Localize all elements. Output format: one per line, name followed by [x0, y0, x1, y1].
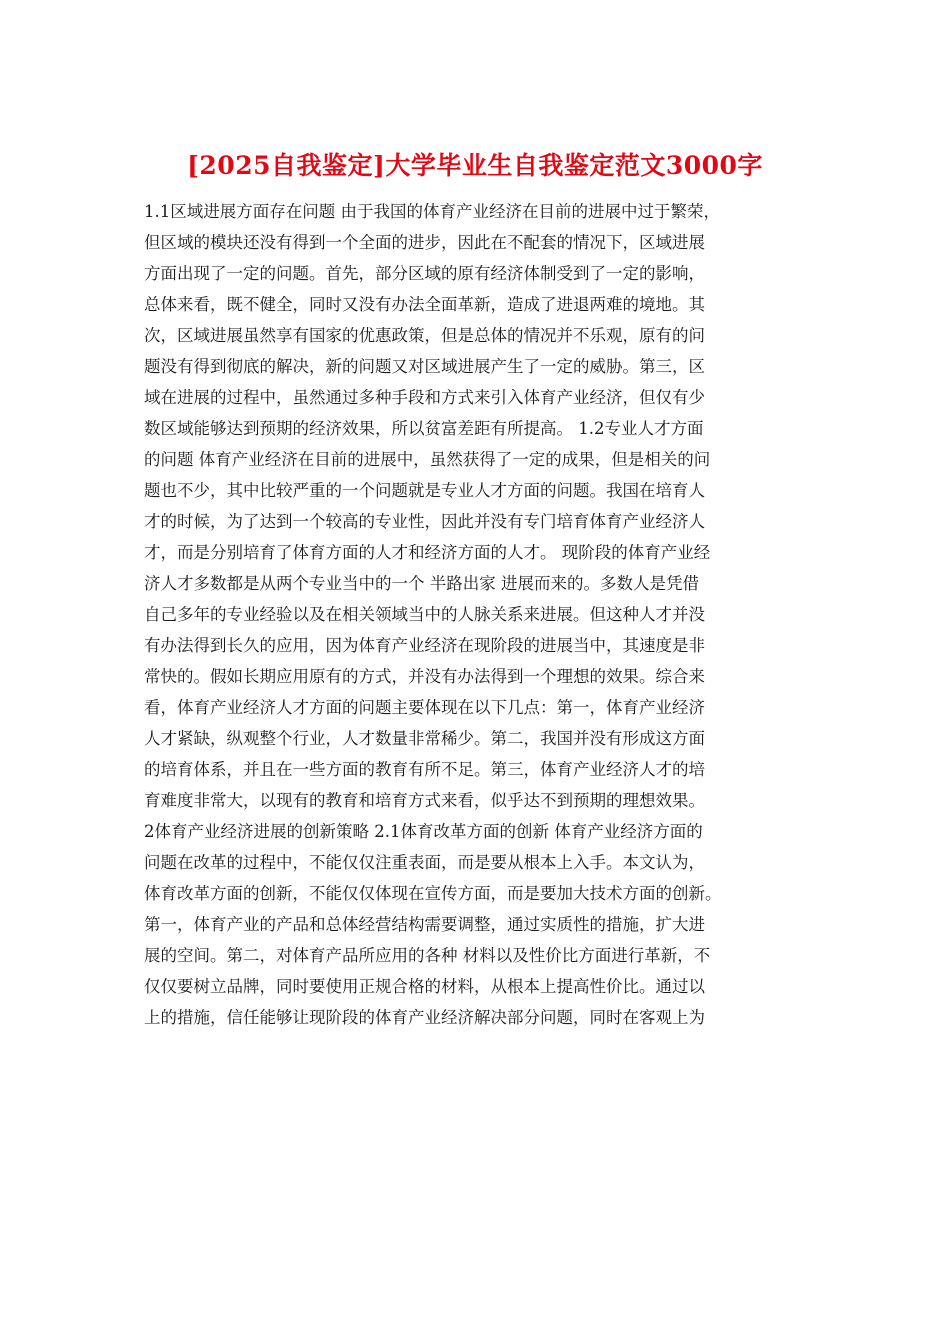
document-body	[144, 196, 812, 1033]
body-text-line: 2体育产业经济进展的创新策略 2.1体育改革方面的创新 体育产业经济方面的	[144, 822, 703, 841]
body-text-line: 问题在改革的过程中，不能仅仅注重表面，而是要从根本上入手。本文认为，	[144, 853, 705, 872]
body-text-line: 才的时候，为了达到一个较高的专业性，因此并没有专门培育体育产业经济人	[144, 512, 705, 531]
body-text-line: 方面出现了一定的问题。首先，部分区域的原有经济体制受到了一定的影响，	[144, 264, 705, 283]
body-text-line: 体育改革方面的创新，不能仅仅体现在宣传方面，而是要加大技术方面的创新。	[144, 884, 722, 903]
body-text-line: 展的空间。第二，对体育产品所应用的各种 材料以及性价比方面进行革新，不	[144, 946, 711, 965]
document-title: [2025自我鉴定]大学毕业生自我鉴定范文3000字	[187, 151, 763, 180]
body-text-line: 人才紧缺，纵观整个行业，人才数量非常稀少。第二，我国并没有形成这方面	[144, 729, 705, 748]
body-text-line: 的问题 体育产业经济在目前的进展中，虽然获得了一定的成果，但是相关的问	[144, 450, 711, 469]
body-text-line: 第一，体育产业的产品和总体经营结构需要调整，通过实质性的措施，扩大进	[144, 915, 705, 934]
body-text-line: 数区域能够达到预期的经济效果，所以贫富差距有所提高。 1.2专业人才方面	[144, 419, 704, 438]
body-text-line: 济人才多数都是从两个专业当中的一个 半路出家 进展而来的。多数人是凭借	[144, 574, 699, 593]
body-text-line: 的培育体系，并且在一些方面的教育有所不足。第三，体育产业经济人才的培	[144, 760, 705, 779]
body-text-line: 自己多年的专业经验以及在相关领域当中的人脉关系来进展。但这种人才并没	[144, 605, 705, 624]
body-text-line: 育难度非常大，以现有的教育和培育方式来看，似乎达不到预期的理想效果。	[144, 791, 705, 810]
body-text-line: 题也不少，其中比较严重的一个问题就是专业人才方面的问题。我国在培育人	[144, 481, 705, 500]
body-text-line: 次，区域进展虽然享有国家的优惠政策，但是总体的情况并不乐观，原有的问	[144, 326, 705, 345]
body-text-line: 看，体育产业经济人才方面的问题主要体现在以下几点：第一，体育产业经济	[144, 698, 705, 717]
body-text-line: 才，而是分别培育了体育方面的人才和经济方面的人才。 现阶段的体育产业经	[144, 543, 711, 562]
body-text-line: 常快的。假如长期应用原有的方式，并没有办法得到一个理想的效果。综合来	[144, 667, 705, 686]
body-text-line: 有办法得到长久的应用，因为体育产业经济在现阶段的进展当中，其速度是非	[144, 636, 705, 655]
body-text-line: 仅仅要树立品牌，同时要使用正规合格的材料，从根本上提高性价比。通过以	[144, 977, 705, 996]
body-text-line: 上的措施，信任能够让现阶段的体育产业经济解决部分问题，同时在客观上为	[144, 1008, 705, 1027]
body-text-line: 1.1区域进展方面存在问题 由于我国的体育产业经济在目前的进展中过于繁荣，	[144, 202, 720, 221]
body-text-line: 总体来看，既不健全，同时又没有办法全面革新，造成了进退两难的境地。其	[144, 295, 705, 314]
body-text-line: 域在进展的过程中，虽然通过多种手段和方式来引入体育产业经济，但仅有少	[144, 388, 705, 407]
body-text-line: 题没有得到彻底的解决，新的问题又对区域进展产生了一定的威胁。第三，区	[144, 357, 705, 376]
body-text-line: 但区域的模块还没有得到一个全面的进步，因此在不配套的情况下，区域进展	[144, 233, 705, 252]
